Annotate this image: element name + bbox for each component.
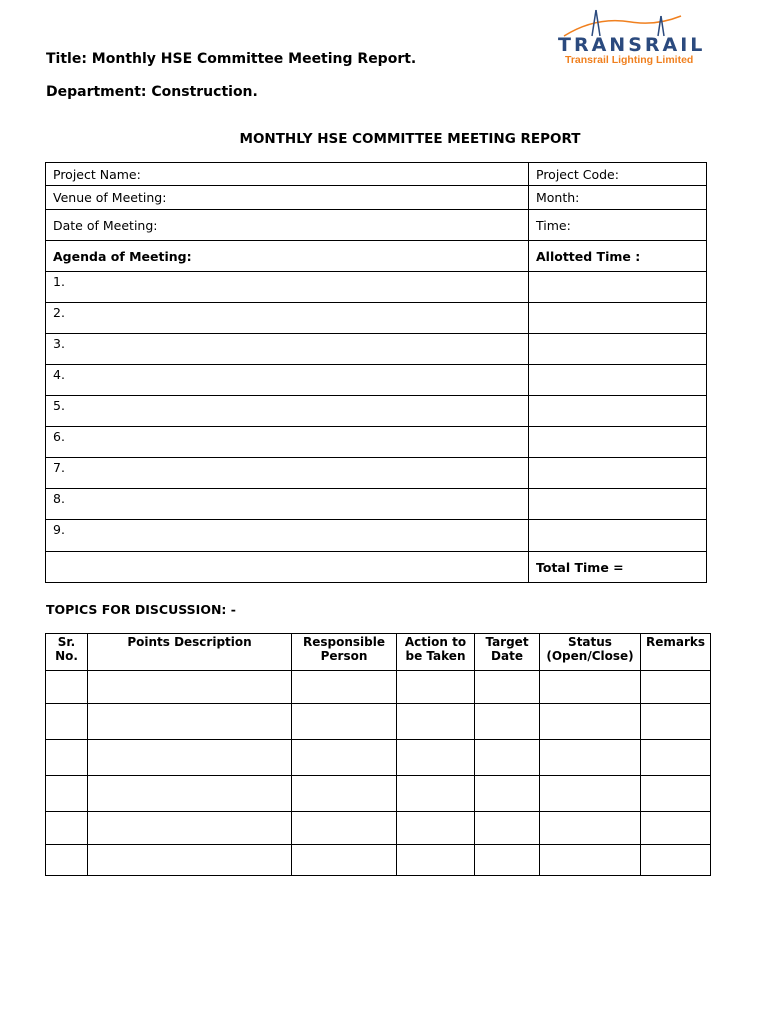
table-cell[interactable] (46, 740, 88, 776)
topics-column-header: Action to be Taken (397, 634, 475, 671)
logo-wordmark: TRANSRAIL (558, 34, 706, 56)
table-cell[interactable] (46, 776, 88, 812)
agenda-item[interactable]: 5. (46, 396, 529, 427)
table-cell[interactable] (540, 671, 641, 704)
month-field[interactable]: Month: (529, 186, 707, 210)
date-field[interactable]: Date of Meeting: (46, 210, 529, 241)
allotted-time-heading: Allotted Time : (529, 241, 707, 272)
total-time-label: Total Time = (529, 552, 707, 583)
report-title: MONTHLY HSE COMMITTEE MEETING REPORT (239, 131, 581, 147)
allotted-time-cell[interactable] (529, 334, 707, 365)
meeting-info-table (45, 162, 707, 583)
table-cell[interactable] (292, 704, 397, 740)
allotted-time-cell[interactable] (529, 520, 707, 552)
table-cell[interactable] (88, 845, 292, 876)
allotted-time-cell[interactable] (529, 458, 707, 489)
topics-column-header: Status (Open/Close) (540, 634, 641, 671)
allotted-time-cell[interactable] (529, 272, 707, 303)
table-cell[interactable] (397, 671, 475, 704)
department-label: Department: Construction. (46, 84, 258, 100)
table-cell[interactable] (397, 812, 475, 845)
allotted-time-cell[interactable] (529, 396, 707, 427)
topics-column-header: Remarks (641, 634, 711, 671)
table-row (46, 704, 711, 740)
agenda-item[interactable]: 3. (46, 334, 529, 365)
table-cell[interactable] (475, 704, 540, 740)
table-cell[interactable] (46, 671, 88, 704)
table-cell[interactable] (540, 812, 641, 845)
agenda-item[interactable]: 7. (46, 458, 529, 489)
table-cell[interactable] (540, 704, 641, 740)
table-cell[interactable] (46, 704, 88, 740)
table-cell[interactable] (475, 776, 540, 812)
topics-column-header: Responsible Person (292, 634, 397, 671)
table-cell[interactable] (88, 704, 292, 740)
table-cell[interactable] (641, 740, 711, 776)
table-cell[interactable] (292, 845, 397, 876)
table-cell[interactable] (88, 776, 292, 812)
table-row (46, 776, 711, 812)
table-cell[interactable] (540, 776, 641, 812)
topics-column-header: Points Description (88, 634, 292, 671)
table-cell[interactable] (46, 812, 88, 845)
allotted-time-cell[interactable] (529, 365, 707, 396)
table-cell[interactable] (292, 740, 397, 776)
project-code-field[interactable]: Project Code: (529, 163, 707, 186)
table-cell[interactable] (475, 845, 540, 876)
table-cell[interactable] (292, 812, 397, 845)
table-cell[interactable] (475, 671, 540, 704)
agenda-item[interactable]: 8. (46, 489, 529, 520)
table-cell[interactable] (641, 845, 711, 876)
agenda-item[interactable]: 1. (46, 272, 529, 303)
topics-column-header: Target Date (475, 634, 540, 671)
table-cell[interactable] (641, 812, 711, 845)
table-cell[interactable] (397, 704, 475, 740)
total-time-blank (46, 552, 529, 583)
table-cell[interactable] (641, 671, 711, 704)
table-cell[interactable] (88, 671, 292, 704)
time-field[interactable]: Time: (529, 210, 707, 241)
topics-table (45, 633, 711, 876)
table-cell[interactable] (475, 740, 540, 776)
table-cell[interactable] (641, 704, 711, 740)
topics-heading: TOPICS FOR DISCUSSION: - (46, 602, 236, 617)
table-cell[interactable] (88, 740, 292, 776)
agenda-item[interactable]: 4. (46, 365, 529, 396)
table-cell[interactable] (292, 776, 397, 812)
table-cell[interactable] (397, 776, 475, 812)
allotted-time-cell[interactable] (529, 427, 707, 458)
agenda-item[interactable]: 2. (46, 303, 529, 334)
table-cell[interactable] (540, 845, 641, 876)
table-row (46, 671, 711, 704)
table-cell[interactable] (46, 845, 88, 876)
agenda-item[interactable]: 6. (46, 427, 529, 458)
topics-column-header: Sr. No. (46, 634, 88, 671)
table-row (46, 812, 711, 845)
table-cell[interactable] (292, 671, 397, 704)
table-row (46, 845, 711, 876)
table-cell[interactable] (641, 776, 711, 812)
allotted-time-cell[interactable] (529, 489, 707, 520)
logo-company-name: Transrail Lighting Limited (565, 54, 694, 66)
allotted-time-cell[interactable] (529, 303, 707, 334)
table-cell[interactable] (88, 812, 292, 845)
agenda-item[interactable]: 9. (46, 520, 529, 552)
table-cell[interactable] (475, 812, 540, 845)
table-row (46, 740, 711, 776)
project-name-field[interactable]: Project Name: (46, 163, 529, 186)
table-cell[interactable] (540, 740, 641, 776)
document-title: Title: Monthly HSE Committee Meeting Report. (46, 51, 417, 67)
table-cell[interactable] (397, 740, 475, 776)
table-cell[interactable] (397, 845, 475, 876)
venue-field[interactable]: Venue of Meeting: (46, 186, 529, 210)
agenda-heading: Agenda of Meeting: (46, 241, 529, 272)
